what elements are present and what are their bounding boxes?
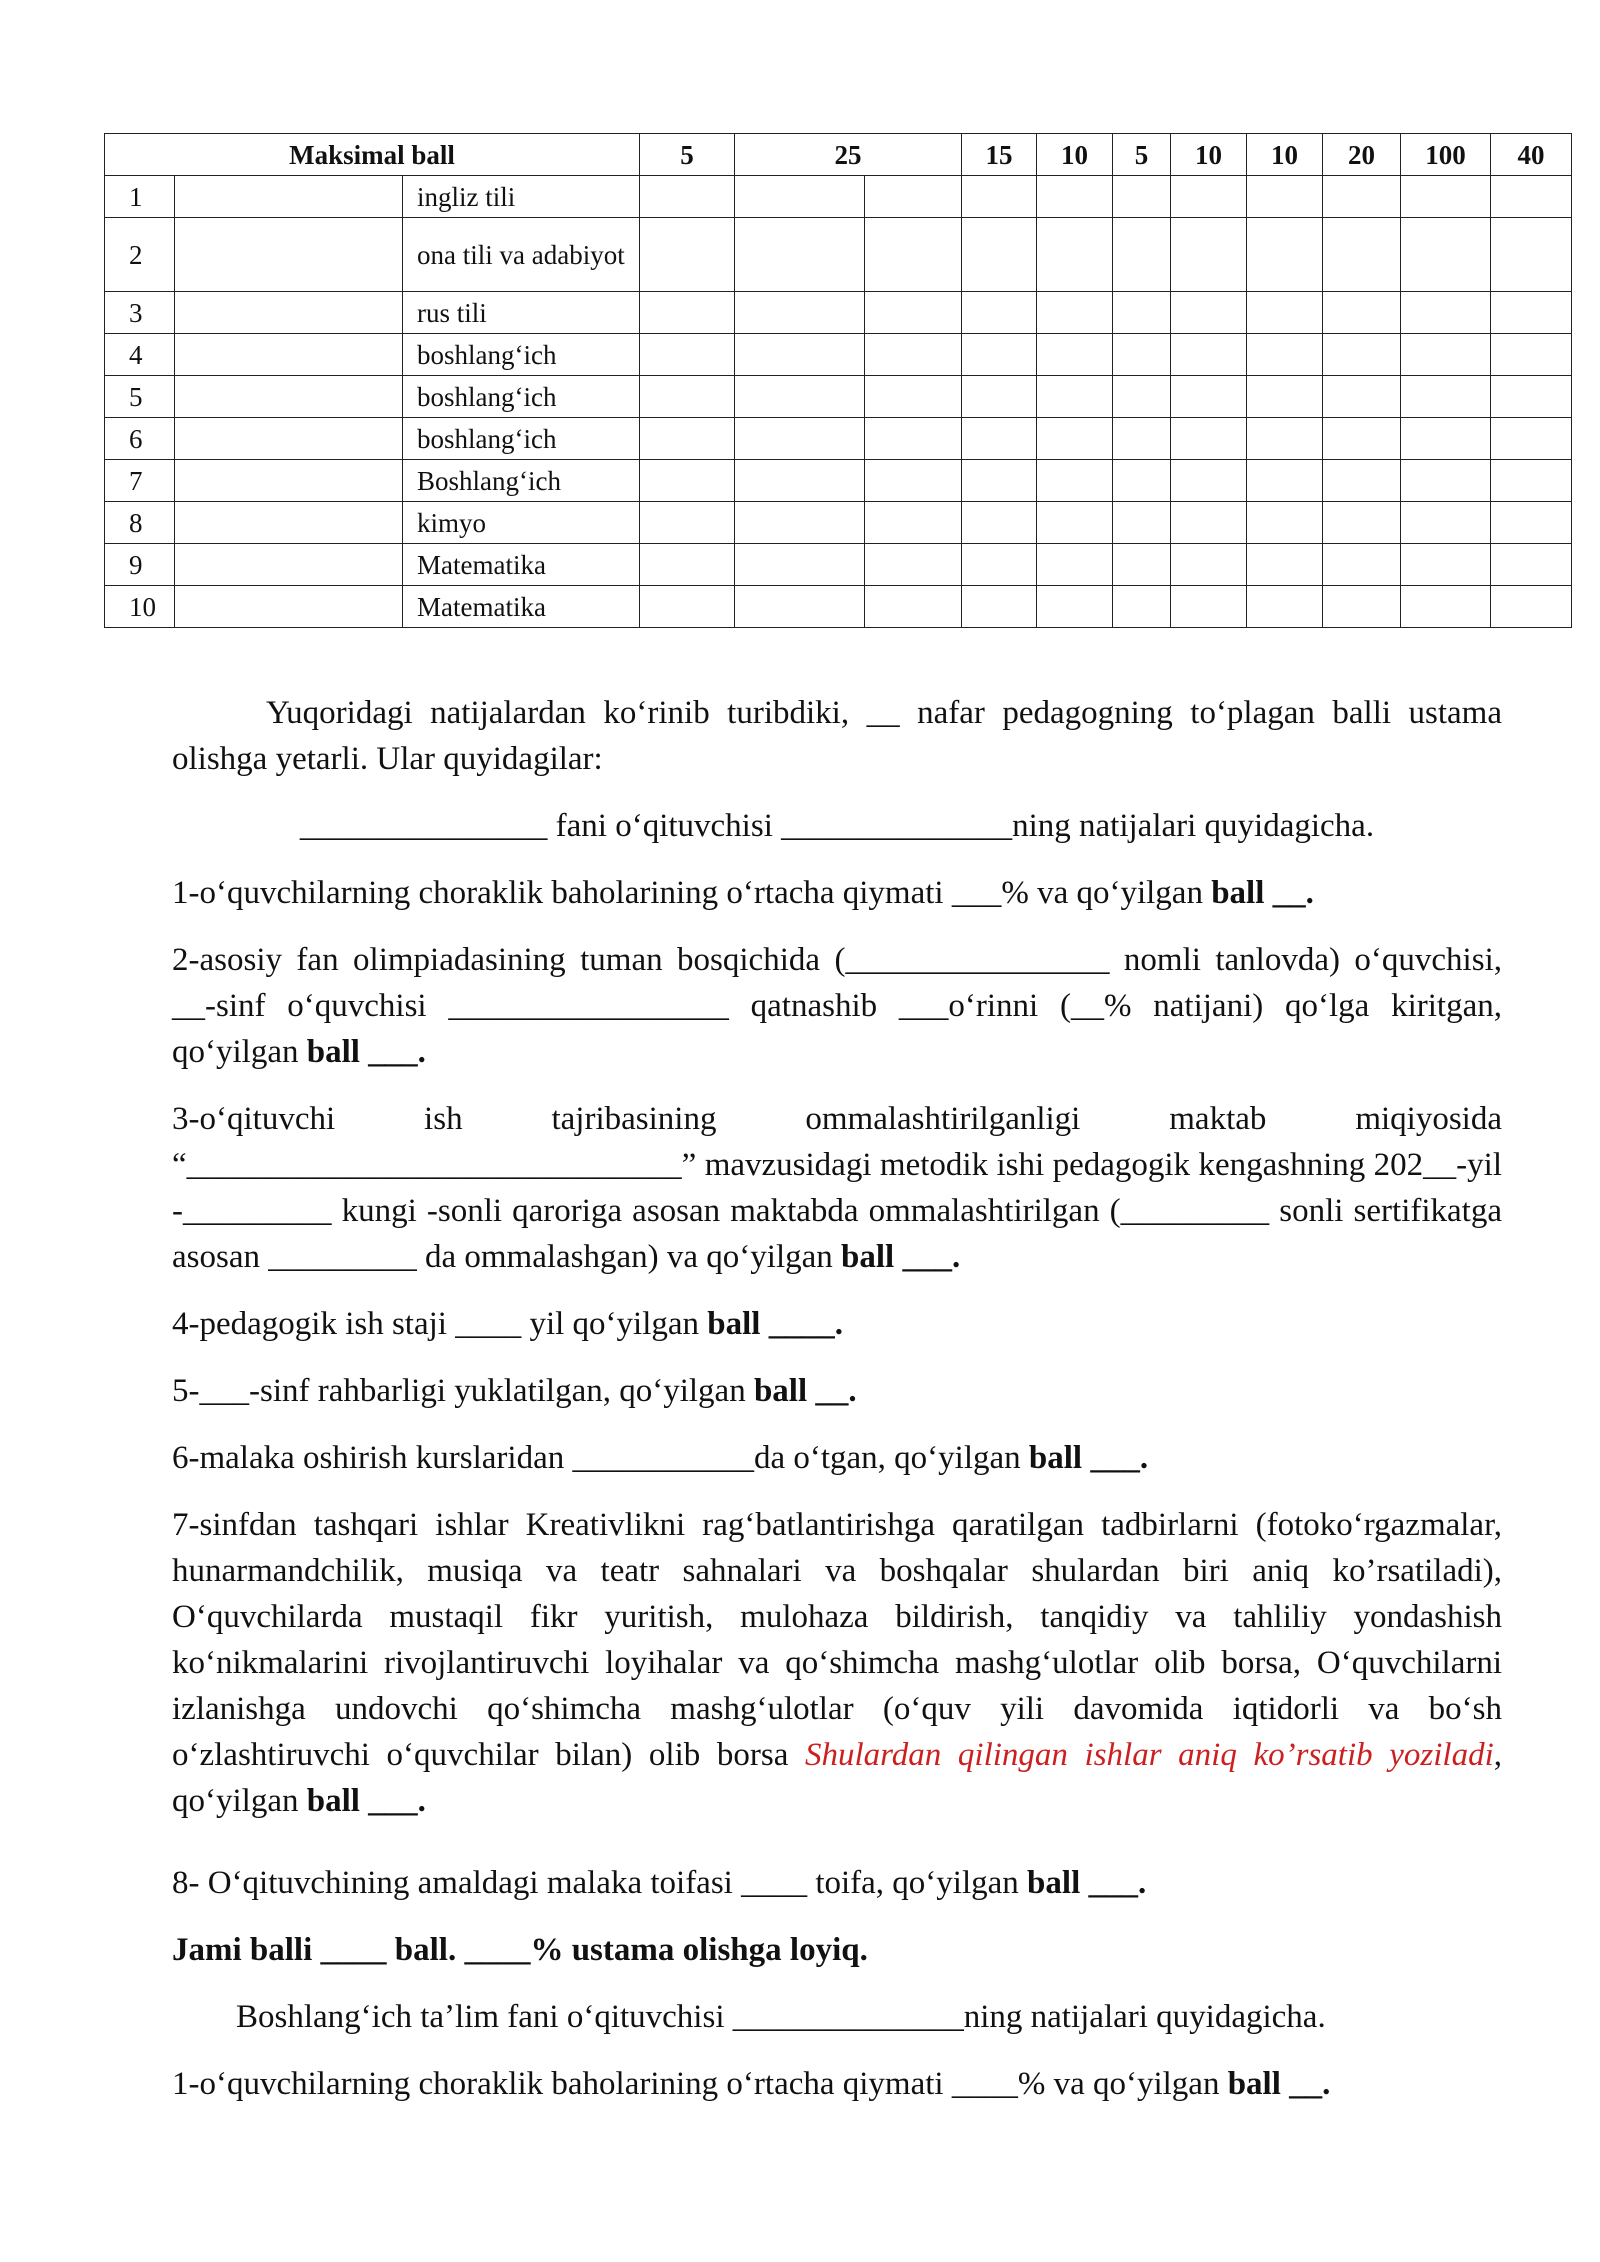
criterion-ball: ball ___. — [841, 1239, 961, 1275]
score-cell — [1491, 502, 1572, 544]
header-label: Maksimal ball — [105, 134, 640, 176]
score-cell — [1247, 376, 1323, 418]
table-row — [105, 418, 1572, 460]
score-cell — [1113, 218, 1171, 292]
subject-cell: boshlang‘ich — [403, 418, 640, 460]
score-cell — [1401, 502, 1491, 544]
row-number: 9 — [105, 544, 175, 586]
score-cell — [1171, 176, 1247, 218]
criterion-note: Shulardan qilingan ishlar aniq ko’rsatib yoziladi — [804, 1737, 1494, 1773]
teacher-results-heading-2: Boshlangʻich taʼlim fani oʻqituvchisi ______________ning natijalari quyidagicha. — [236, 1999, 1326, 2035]
score-cell — [1037, 218, 1113, 292]
criterion-text: 5-___-sinf rahbarligi yuklatilgan, qoʻyilgan — [172, 1373, 754, 1409]
score-cell — [1401, 334, 1491, 376]
score-cell — [865, 218, 962, 292]
subject-cell: kimyo — [403, 502, 640, 544]
score-cell — [1171, 586, 1247, 628]
subject-cell: boshlang‘ich — [403, 376, 640, 418]
subject-cell: boshlang‘ich — [403, 334, 640, 376]
score-cell — [1491, 176, 1572, 218]
criterion-text: 6-malaka oshirish kurslaridan ___________da oʻtgan, qoʻyilgan — [172, 1440, 1029, 1476]
score-cell — [640, 544, 735, 586]
score-cell — [1247, 544, 1323, 586]
total-text: Jami balli ____ ball. ____% ustama olishga loyiq. — [172, 1932, 868, 1968]
score-cell — [735, 334, 865, 376]
score-cell — [865, 376, 962, 418]
score-cell — [962, 544, 1037, 586]
score-cell — [640, 418, 735, 460]
score-cell — [1401, 586, 1491, 628]
subject-cell: Matematika — [403, 544, 640, 586]
score-cell — [1247, 460, 1323, 502]
score-table — [104, 133, 1572, 628]
score-cell — [735, 292, 865, 334]
criterion-8 — [172, 1860, 1502, 1906]
document-body — [172, 690, 1502, 2128]
teacher-name-cell — [175, 502, 403, 544]
table-row — [105, 176, 1572, 218]
score-cell — [1037, 292, 1113, 334]
teacher-name-cell — [175, 544, 403, 586]
row-number: 6 — [105, 418, 175, 460]
score-cell — [1491, 586, 1572, 628]
score-cell — [735, 460, 865, 502]
header-value: 5 — [640, 134, 735, 176]
score-cell — [962, 176, 1037, 218]
score-cell — [1113, 586, 1171, 628]
teacher-name-cell — [175, 376, 403, 418]
score-cell — [1247, 334, 1323, 376]
score-cell — [865, 418, 962, 460]
score-cell — [1491, 334, 1572, 376]
score-cell — [1323, 460, 1401, 502]
score-cell — [1491, 292, 1572, 334]
score-cell — [1247, 218, 1323, 292]
score-cell — [1491, 376, 1572, 418]
score-cell — [1401, 218, 1491, 292]
criterion-6 — [172, 1435, 1502, 1481]
score-cell — [1323, 218, 1401, 292]
criterion-5 — [172, 1368, 1502, 1414]
score-cell — [865, 176, 962, 218]
score-cell — [1113, 176, 1171, 218]
criterion-text: 7-sinfdan tashqari ishlar Kreativlikni ragʻbatlantirishga qaratilgan tadbirlarni (fotokoʻrgazmalar, hunarmandchilik, musiqa va teatr sahnalari va boshqalar shulardan biri aniq ko’rsatiladi), Oʻquvchilarda mustaqil fikr yuritish, mulohaza bildirish, tanqidiy va tahliliy yondashish koʻnikmalarini rivojlantiruvchi loyihalar va qoʻshimcha mashgʻulotlar olib borsa, Oʻquvchilarni izlanishga undovchi qoʻshimcha mashgʻulotlar (oʻquv yili davomida iqtidorli va boʻsh oʻzlashtiruvchi oʻquvchilar bilan) olib borsa — [172, 1507, 1502, 1773]
score-cell — [735, 586, 865, 628]
score-cell — [1491, 418, 1572, 460]
row-number: 1 — [105, 176, 175, 218]
table-row — [105, 502, 1572, 544]
score-cell — [1247, 502, 1323, 544]
row-number: 8 — [105, 502, 175, 544]
header-value: 15 — [962, 134, 1037, 176]
score-cell — [1171, 292, 1247, 334]
score-cell — [1247, 292, 1323, 334]
table-row — [105, 544, 1572, 586]
table-header-row — [105, 134, 1572, 176]
teacher-name-cell — [175, 218, 403, 292]
score-cell — [1113, 292, 1171, 334]
score-cell — [735, 502, 865, 544]
score-cell — [962, 376, 1037, 418]
score-cell — [735, 218, 865, 292]
teacher-name-cell — [175, 334, 403, 376]
score-cell — [1323, 334, 1401, 376]
score-cell — [1037, 544, 1113, 586]
score-cell — [962, 418, 1037, 460]
criterion-ball: ball __. — [1211, 875, 1314, 911]
criterion-4 — [172, 1301, 1502, 1347]
score-cell — [1113, 418, 1171, 460]
table-row — [105, 218, 1572, 292]
score-cell — [1323, 544, 1401, 586]
subject-cell: ona tili va adabiyot — [403, 218, 640, 292]
criterion-text: 4-pedagogik ish staji ____ yil qoʻyilgan — [172, 1306, 708, 1342]
header-value: 100 — [1401, 134, 1491, 176]
score-cell — [640, 460, 735, 502]
teacher-name-cell — [175, 176, 403, 218]
score-cell — [1037, 176, 1113, 218]
header-value: 10 — [1171, 134, 1247, 176]
score-cell — [735, 176, 865, 218]
score-cell — [962, 218, 1037, 292]
score-cell — [962, 334, 1037, 376]
table-row — [105, 460, 1572, 502]
criterion-ball: ball __. — [753, 1373, 857, 1409]
score-cell — [1323, 418, 1401, 460]
score-cell — [1247, 176, 1323, 218]
row-number: 7 — [105, 460, 175, 502]
criterion-ball: ball ___. — [1028, 1440, 1149, 1476]
summary-paragraph: Yuqoridagi natijalardan koʻrinib turibdiki, __ nafar pedagogning toʻplagan balli ustama olishga yetarli. Ular quyidagilar: — [172, 695, 1502, 777]
score-cell — [962, 292, 1037, 334]
criterion-text: 8- Oʻqituvchining amaldagi malaka toifasi ____ toifa, qoʻyilgan — [172, 1865, 1028, 1901]
score-cell — [1037, 586, 1113, 628]
score-cell — [1491, 460, 1572, 502]
score-cell — [1171, 334, 1247, 376]
score-cell — [1037, 460, 1113, 502]
score-cell — [865, 334, 962, 376]
score-cell — [1037, 502, 1113, 544]
score-cell — [1113, 544, 1171, 586]
criterion-text: 1-oʻquvchilarning choraklik baholarining oʻrtacha qiymati ____% va qoʻyilgan — [172, 2066, 1228, 2102]
score-cell — [640, 376, 735, 418]
score-cell — [962, 586, 1037, 628]
score-cell — [1037, 334, 1113, 376]
score-cell — [640, 292, 735, 334]
row-number: 3 — [105, 292, 175, 334]
subject-cell: Boshlang‘ich — [403, 460, 640, 502]
score-cell — [640, 586, 735, 628]
teacher-name-cell — [175, 586, 403, 628]
score-cell — [1401, 292, 1491, 334]
score-cell — [1113, 460, 1171, 502]
criterion-2 — [172, 937, 1502, 1075]
row-number: 4 — [105, 334, 175, 376]
total-line — [172, 1927, 1502, 1973]
score-cell — [1113, 502, 1171, 544]
score-cell — [1171, 460, 1247, 502]
score-cell — [640, 334, 735, 376]
header-value: 40 — [1491, 134, 1572, 176]
criterion-ball: ball ___. — [306, 1034, 426, 1070]
score-cell — [1491, 218, 1572, 292]
criterion-ball: ball ___. — [1027, 1865, 1147, 1901]
criterion-7 — [172, 1502, 1502, 1824]
score-cell — [962, 460, 1037, 502]
score-cell — [1171, 544, 1247, 586]
score-cell — [1401, 176, 1491, 218]
score-cell — [1401, 460, 1491, 502]
score-cell — [1323, 176, 1401, 218]
score-cell — [1113, 376, 1171, 418]
header-value: 10 — [1247, 134, 1323, 176]
subject-cell: rus tili — [403, 292, 640, 334]
score-cell — [865, 502, 962, 544]
teacher-name-cell — [175, 418, 403, 460]
score-cell — [1401, 376, 1491, 418]
score-cell — [865, 292, 962, 334]
criterion-text: 3-oʻqituvchi ish tajribasining ommalashtirilganligi maktab miqiyosida “______________________________” mavzusidagi metodik ishi pedagogik kengashning 202__-yil -_________ kungi -sonli qaroriga asosan maktabda ommalashtirilgan (_________ sonli sertifikatga asosan _________ da ommalashgan) va qoʻyilgan — [172, 1101, 1502, 1275]
row-number: 5 — [105, 376, 175, 418]
header-value: 25 — [735, 134, 962, 176]
subject-cell: Matematika — [403, 586, 640, 628]
criterion-ball: ball __. — [1227, 2066, 1331, 2102]
score-cell — [735, 544, 865, 586]
table-row — [105, 292, 1572, 334]
table-row — [105, 586, 1572, 628]
row-number: 10 — [105, 586, 175, 628]
score-cell — [1401, 418, 1491, 460]
score-cell — [640, 218, 735, 292]
score-cell — [1171, 376, 1247, 418]
score-cell — [1171, 218, 1247, 292]
teacher-name-cell — [175, 292, 403, 334]
row-number: 2 — [105, 218, 175, 292]
subject-cell: ingliz tili — [403, 176, 640, 218]
table-row — [105, 376, 1572, 418]
score-cell — [865, 544, 962, 586]
header-value: 20 — [1323, 134, 1401, 176]
score-cell — [865, 586, 962, 628]
criterion-1-second — [172, 2061, 1502, 2107]
score-cell — [1171, 418, 1247, 460]
score-cell — [735, 418, 865, 460]
score-cell — [1037, 418, 1113, 460]
score-cell — [1323, 502, 1401, 544]
criterion-3 — [172, 1096, 1502, 1280]
score-cell — [1401, 544, 1491, 586]
score-cell — [1113, 334, 1171, 376]
criterion-ball: ball ___. — [306, 1783, 426, 1819]
criterion-ball: ball ____. — [707, 1306, 843, 1342]
score-cell — [962, 502, 1037, 544]
score-cell — [1037, 376, 1113, 418]
score-cell — [1323, 292, 1401, 334]
score-cell — [1491, 544, 1572, 586]
score-cell — [1247, 586, 1323, 628]
criterion-1 — [172, 870, 1502, 916]
score-cell — [1323, 586, 1401, 628]
criterion-text: , qoʻyilgan — [172, 1737, 1503, 1819]
header-value: 10 — [1037, 134, 1113, 176]
score-cell — [1171, 502, 1247, 544]
score-cell — [640, 502, 735, 544]
teacher-results-heading: _______________ fani oʻqituvchisi ______________ning natijalari quyidagicha. — [299, 808, 1375, 844]
score-cell — [1323, 376, 1401, 418]
score-cell — [865, 460, 962, 502]
score-cell — [735, 376, 865, 418]
score-cell — [640, 176, 735, 218]
criterion-text: 2-asosiy fan olimpiadasining tuman bosqichida (________________ nomli tanlovda) oʻquvchisi, __-sinf oʻquvchisi _________________ qatnashib ___oʻrinni (__% natijani) qoʻlga kiritgan, qoʻyilgan — [172, 942, 1502, 1070]
header-value: 5 — [1113, 134, 1171, 176]
table-row — [105, 334, 1572, 376]
teacher-name-cell — [175, 460, 403, 502]
criterion-text: 1-oʻquvchilarning choraklik baholarining oʻrtacha qiymati ___% va qoʻyilgan — [172, 875, 1212, 911]
score-cell — [1247, 418, 1323, 460]
